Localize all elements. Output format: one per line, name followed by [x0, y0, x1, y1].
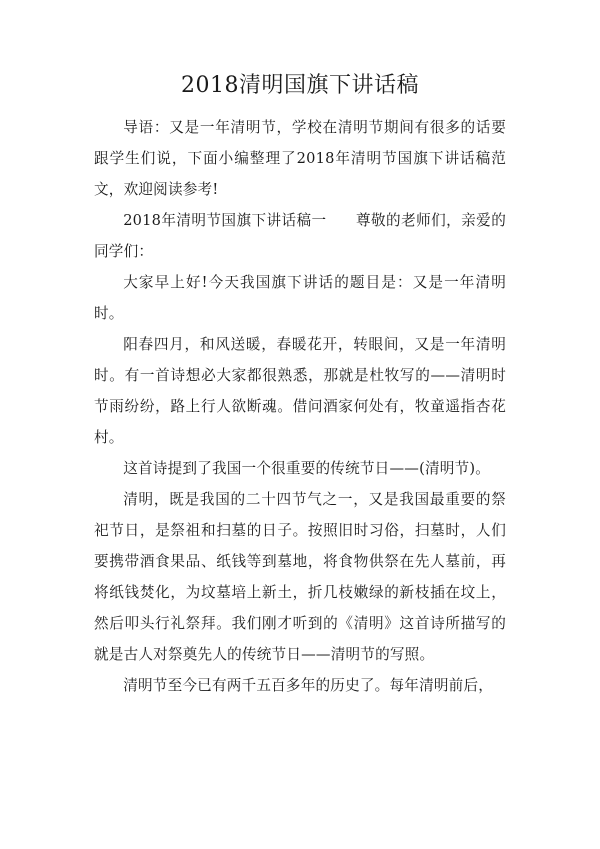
paragraph-intro: 导语：又是一年清明节，学校在清明节期间有很多的话要跟学生们说，下面小编整理了2018年清明节国旗下讲话稿范文，欢迎阅读参考! — [94, 119, 506, 198]
paragraph-festival: 这首诗提到了我国一个很重要的传统节日——(清明节)。 — [123, 460, 491, 477]
section-heading: 2018年清明节国旗下讲话稿一 — [123, 212, 327, 229]
paragraph-history: 清明节至今已有两千五百多年的历史了。每年清明前后， — [123, 677, 494, 694]
greeting-text: 尊敬的老师们，亲爱的同学们： — [94, 212, 506, 260]
paragraph-opening: 大家早上好!今天我国旗下讲话的题目是：又是一年清明时。 — [94, 274, 506, 322]
paragraph-heading-greeting — [94, 205, 506, 267]
document-title: 2018清明国旗下讲话稿 — [181, 73, 419, 98]
paragraph-customs: 清明，既是我国的二十四节气之一，又是我国最重要的祭祀节日，是祭祖和扫墓的日子。按照旧时习俗，扫墓时，人们要携带酒食果品、纸钱等到墓地，将食物供祭在先人墓前，再将纸钱焚化，为坟墓培上新土，折几枝嫩绿的新枝插在坟上，然后叩头行礼祭拜。我们刚才听到的《清明》这首诗所描写的就是古人对祭奠先人的传统节日——清明节的写照。 — [94, 491, 506, 663]
paragraph-poem: 阳春四月，和风送暖，春暖花开，转眼间，又是一年清明时。有一首诗想必大家都很熟悉，那就是杜牧写的——清明时节雨纷纷，路上行人欲断魂。借问酒家何处有，牧童遥指杏花村。 — [94, 336, 506, 446]
document-body — [94, 112, 506, 701]
